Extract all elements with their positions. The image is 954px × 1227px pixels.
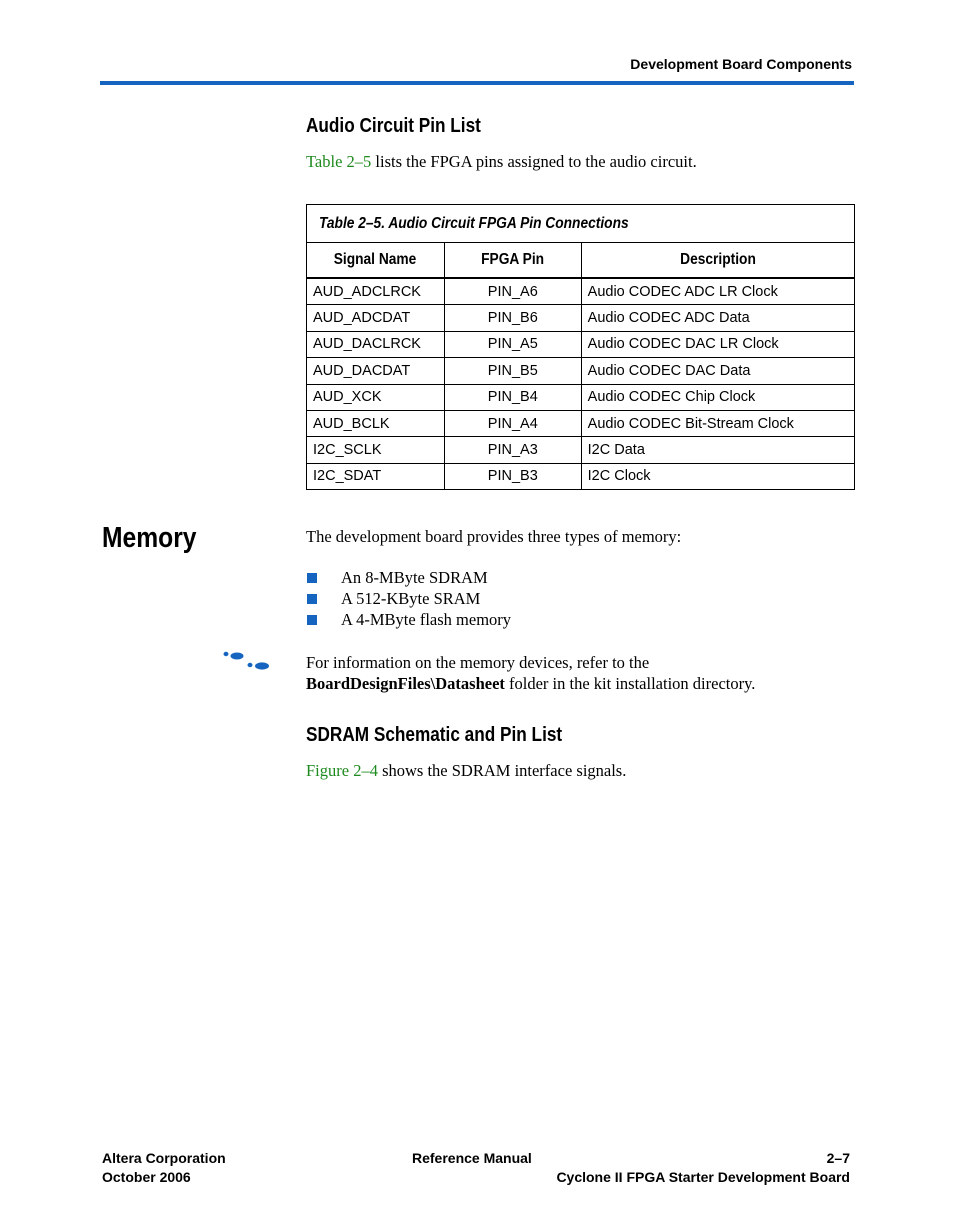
- section-heading-audio: Audio Circuit Pin List: [306, 115, 481, 137]
- bullet-square-icon: [307, 594, 317, 604]
- description-cell: Audio CODEC Bit-Stream Clock: [581, 410, 854, 436]
- note-line-2: [306, 674, 755, 694]
- signal-name-cell: AUD_DACLRCK: [307, 331, 445, 357]
- bullet-square-icon: [307, 615, 317, 625]
- footprints-icon: [222, 650, 276, 672]
- description-cell: I2C Clock: [581, 463, 854, 489]
- footer-date: October 2006: [102, 1169, 191, 1185]
- audio-pin-table: [306, 204, 855, 490]
- column-header: Description: [581, 243, 854, 279]
- header-rule: [100, 81, 854, 85]
- bullet-square-icon: [307, 573, 317, 583]
- table-row: [307, 384, 855, 410]
- fpga-pin-cell: PIN_B4: [444, 384, 581, 410]
- footer-document-title: Cyclone II FPGA Starter Development Board: [556, 1169, 850, 1185]
- note-line-1: For information on the memory devices, refer to the: [306, 653, 650, 672]
- table-reference-link[interactable]: Table 2–5: [306, 152, 372, 171]
- table-row: [307, 331, 855, 357]
- running-header: Development Board Components: [630, 56, 852, 72]
- footer-manual-type: Reference Manual: [412, 1150, 532, 1166]
- figure-reference-link[interactable]: Figure 2–4: [306, 761, 378, 780]
- memory-bullet-item: A 4-MByte flash memory: [341, 610, 512, 629]
- description-cell: Audio CODEC DAC LR Clock: [581, 331, 854, 357]
- table-row: [307, 278, 855, 305]
- memory-intro: The development board provides three types of memory:: [306, 527, 682, 546]
- description-cell: Audio CODEC Chip Clock: [581, 384, 854, 410]
- table-caption: Table 2–5. Audio Circuit FPGA Pin Connections: [307, 205, 855, 243]
- signal-name-cell: AUD_ADCDAT: [307, 305, 445, 331]
- description-cell: Audio CODEC ADC Data: [581, 305, 854, 331]
- signal-name-cell: AUD_BCLK: [307, 410, 445, 436]
- fpga-pin-cell: PIN_B6: [444, 305, 581, 331]
- signal-name-cell: AUD_XCK: [307, 384, 445, 410]
- description-cell: I2C Data: [581, 437, 854, 463]
- sdram-intro-paragraph: [306, 761, 626, 781]
- table-row: [307, 437, 855, 463]
- description-cell: Audio CODEC DAC Data: [581, 358, 854, 384]
- signal-name-cell: I2C_SDAT: [307, 463, 445, 489]
- section-heading-sdram: SDRAM Schematic and Pin List: [306, 724, 563, 746]
- audio-intro-text: lists the FPGA pins assigned to the audio circuit.: [371, 152, 697, 171]
- signal-name-cell: I2C_SCLK: [307, 437, 445, 463]
- description-cell: Audio CODEC ADC LR Clock: [581, 278, 854, 305]
- sdram-intro-text: shows the SDRAM interface signals.: [377, 761, 627, 780]
- memory-bullet-item: An 8-MByte SDRAM: [341, 568, 488, 587]
- memory-bullet-item: A 512-KByte SRAM: [341, 589, 481, 608]
- footer-company: Altera Corporation: [102, 1150, 226, 1166]
- table-row: [307, 305, 855, 331]
- fpga-pin-cell: PIN_A6: [444, 278, 581, 305]
- signal-name-cell: AUD_ADCLRCK: [307, 278, 445, 305]
- note-rest-text: folder in the kit installation directory.: [504, 674, 756, 693]
- table-row: [307, 410, 855, 436]
- fpga-pin-cell: PIN_B3: [444, 463, 581, 489]
- audio-intro-paragraph: [306, 152, 697, 172]
- footer-page-number: 2–7: [826, 1150, 850, 1166]
- fpga-pin-cell: PIN_A5: [444, 331, 581, 357]
- fpga-pin-cell: PIN_B5: [444, 358, 581, 384]
- section-heading-memory: Memory: [102, 522, 197, 554]
- signal-name-cell: AUD_DACDAT: [307, 358, 445, 384]
- fpga-pin-cell: PIN_A4: [444, 410, 581, 436]
- table-row: [307, 463, 855, 489]
- column-header: FPGA Pin: [444, 243, 581, 279]
- note-folder-path: BoardDesignFiles\Datasheet: [306, 674, 505, 693]
- table-row: [307, 358, 855, 384]
- fpga-pin-cell: PIN_A3: [444, 437, 581, 463]
- column-header: Signal Name: [307, 243, 445, 279]
